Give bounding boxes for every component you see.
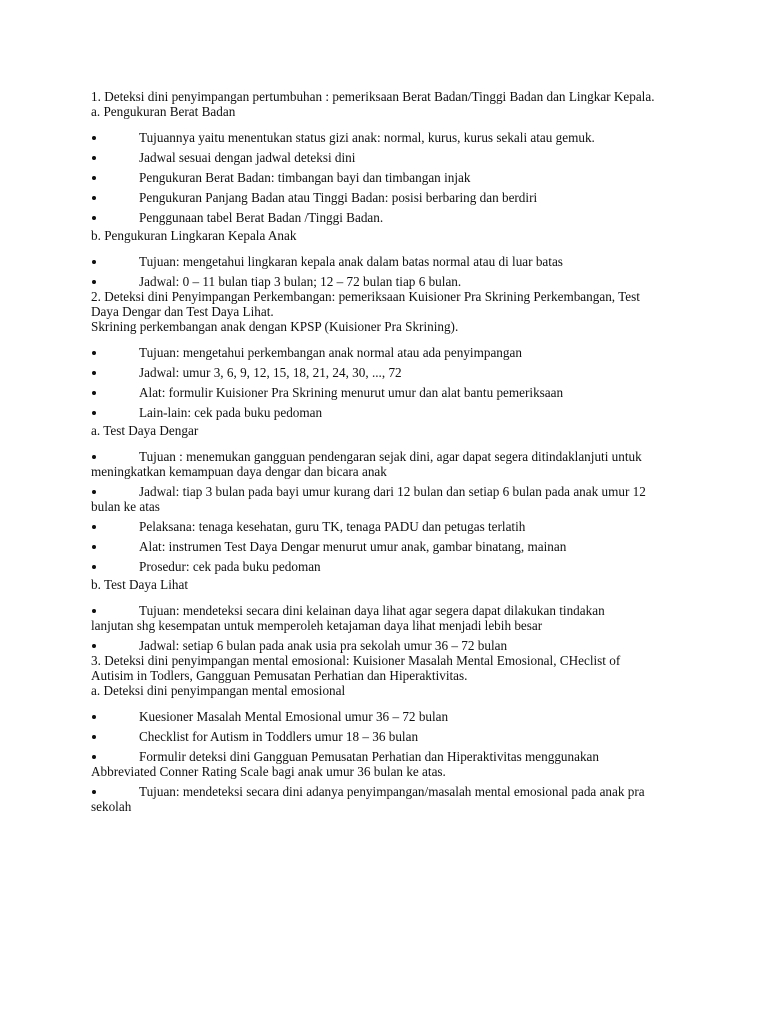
list-item: Jadwal sesuai dengan jadwal deteksi dini (91, 150, 691, 165)
list-item: Pengukuran Panjang Badan atau Tinggi Badan: posisi berbaring dan berdiri (91, 190, 691, 205)
list-item: Jadwal: 0 – 11 bulan tiap 3 bulan; 12 – 72 bulan tiap 6 bulan. (91, 274, 691, 289)
document-body (91, 89, 691, 819)
list-item: Lain-lain: cek pada buku pedoman (91, 405, 691, 420)
list-item: Pengukuran Berat Badan: timbangan bayi dan timbangan injak (91, 170, 691, 185)
list-item: Alat: formulir Kuisioner Pra Skrining menurut umur dan alat bantu pemeriksaan (91, 385, 691, 400)
list-item: Jadwal: tiap 3 bulan pada bayi umur kurang dari 12 bulan dan setiap 6 bulan pada anak umur 12 bulan ke atas (91, 484, 651, 514)
list-item: Formulir deteksi dini Gangguan Pemusatan Perhatian dan Hiperaktivitas menggunakan Abbreviated Conner Rating Scale bagi anak umur 36 bulan ke atas. (91, 749, 621, 779)
list-item: Checklist for Autism in Toddlers umur 18 – 36 bulan (91, 729, 691, 744)
list-item: Tujuan: mengetahui lingkaran kepala anak dalam batas normal atau di luar batas (91, 254, 691, 269)
section-3-heading: 3. Deteksi dini penyimpangan mental emosional: Kuisioner Masalah Mental Emosional, CHeclist of Autisim in Todlers, Gangguan Pemusatan Perhatian dan Hiperaktivitas. (91, 653, 621, 683)
section-1a-title: a. Pengukuran Berat Badan (91, 104, 236, 119)
section-2b-title: b. Test Daya Lihat (91, 577, 188, 592)
list-item: Kuesioner Masalah Mental Emosional umur 36 – 72 bulan (91, 709, 691, 724)
list-item: Tujuan: mendeteksi secara dini adanya penyimpangan/masalah mental emosional pada anak pra sekolah (91, 784, 651, 814)
list-item: Tujuannya yaitu menentukan status gizi anak: normal, kurus, kurus sekali atau gemuk. (91, 130, 691, 145)
section-2a-title: a. Test Daya Dengar (91, 423, 199, 438)
list-item: Tujuan : menemukan gangguan pendengaran sejak dini, agar dapat segera ditindaklanjuti untuk meningkatkan kemampuan daya dengar dan bicara anak (91, 449, 646, 479)
list-item: Prosedur: cek pada buku pedoman (91, 559, 691, 574)
section-1b-title: b. Pengukuran Lingkaran Kepala Anak (91, 228, 297, 243)
list-item: Alat: instrumen Test Daya Dengar menurut umur anak, gambar binatang, mainan (91, 539, 691, 554)
section-1-heading: 1. Deteksi dini penyimpangan pertumbuhan : pemeriksaan Berat Badan/Tinggi Badan dan Lingkar Kepala. (91, 89, 655, 104)
list-item: Tujuan: mendeteksi secara dini kelainan daya lihat agar segera dapat dilakukan tindakan lanjutan shg kesempatan untuk memperoleh ketajaman daya lihat menjadi lebih besar (91, 603, 646, 633)
list-item: Pelaksana: tenaga kesehatan, guru TK, tenaga PADU dan petugas terlatih (91, 519, 691, 534)
list-item: Penggunaan tabel Berat Badan /Tinggi Badan. (91, 210, 691, 225)
list-item: Tujuan: mengetahui perkembangan anak normal atau ada penyimpangan (91, 345, 691, 360)
list-item: Jadwal: setiap 6 bulan pada anak usia pra sekolah umur 36 – 72 bulan (91, 638, 691, 653)
section-2-heading: 2. Deteksi dini Penyimpangan Perkembangan: pemeriksaan Kuisioner Pra Skrining Perkembangan, Test Daya Dengar dan Test Daya Lihat. (91, 289, 640, 319)
section-2-subheading: Skrining perkembangan anak dengan KPSP (Kuisioner Pra Skrining). (91, 319, 459, 334)
section-3a-title: a. Deteksi dini penyimpangan mental emosional (91, 683, 346, 698)
list-item: Jadwal: umur 3, 6, 9, 12, 15, 18, 21, 24, 30, ..., 72 (91, 365, 691, 380)
